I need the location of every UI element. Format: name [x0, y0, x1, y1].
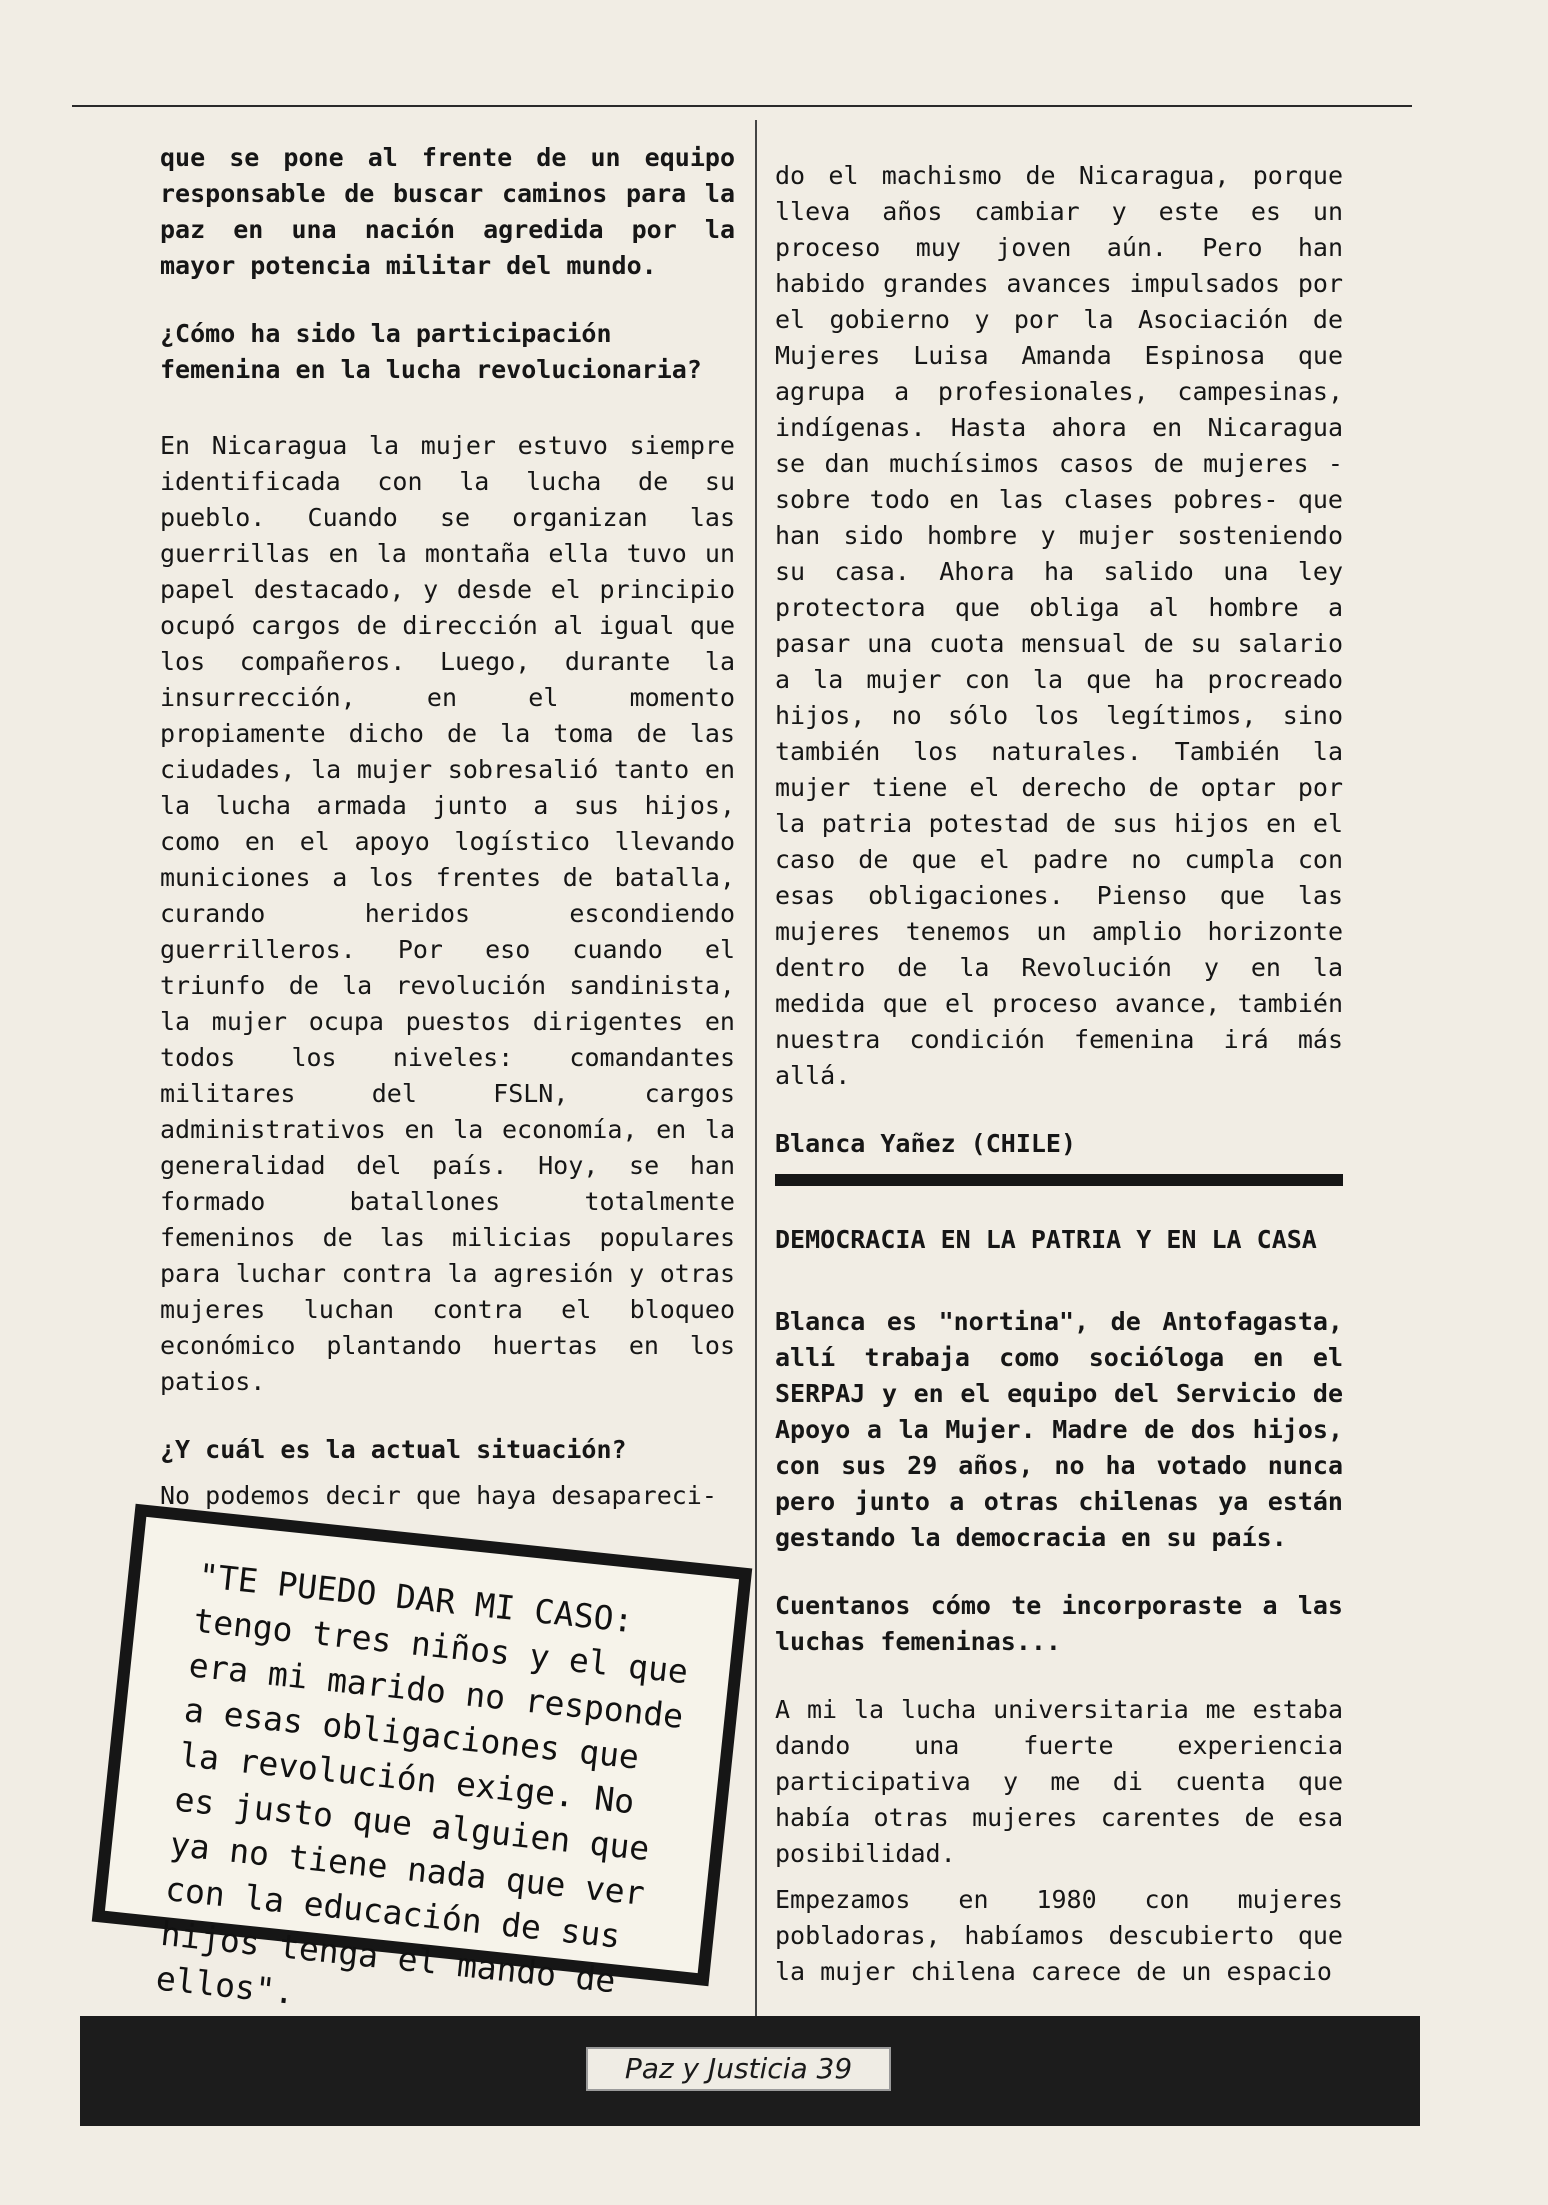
top-rule	[72, 105, 1412, 107]
question-participation: ¿Cómo ha sido la participación femenina en la lucha revolucionaria?	[160, 319, 702, 384]
column-divider	[755, 120, 757, 2020]
left-column	[160, 140, 735, 1546]
question-incorporation: Cuentanos cómo te incorporaste a las luchas femeninas...	[775, 1591, 1343, 1656]
answer-situation-continued: do el machismo de Nicaragua, porque lleva años cambiar y este es un proceso muy joven aún. Pero han habido grandes avances impulsados por el gobierno y por la Asociación de Mujeres Luisa Amanda Espinosa que agrupa a profesionales, campesinas, indígenas. Hasta ahora en Nicaragua se dan muchísimos casos de mujeres -sobre todo en las clases pobres- que han sido hombre y mujer sosteniendo su casa. Ahora ha salido una ley protectora que obliga al hombre a pasar una cuota mensual de su salario a la mujer con la que ha procreado hijos, no sólo los legítimos, sino también los naturales. También la mujer tiene el derecho de optar por la patria potestad de sus hijos en el caso de que el padre no cumpla con esas obligaciones. Pienso que las mujeres tenemos un amplio horizonte dentro de la Revolución y en la medida que el proceso avance, también nuestra condición femenina irá más allá.	[775, 161, 1343, 1090]
section-bar	[775, 1174, 1343, 1186]
answer-incorporation-1: A mi la lucha universitaria me estaba dando una fuerte experiencia participativa y me di cuenta que había otras mujeres carentes de esa posibilidad.	[775, 1695, 1343, 1868]
answer-incorporation-2: Empezamos en 1980 con mujeres pobladoras, habíamos descubierto que la mujer chilena carece de un espacio	[775, 1885, 1343, 1986]
question-situation: ¿Y cuál es la actual situación?	[160, 1435, 627, 1464]
section-title: DEMOCRACIA EN LA PATRIA Y EN LA CASA	[775, 1225, 1317, 1254]
intro-paragraph: que se pone al frente de un equipo responsable de buscar caminos para la paz en una nación agredida por la mayor potencia militar del mundo.	[160, 143, 735, 280]
interviewee-name: Blanca Yañez (CHILE)	[775, 1129, 1077, 1158]
pull-quote-text: "TE PUEDO DAR MI CASO: tengo tres niños y el que era mi marido no responde a esas obligaciones que la revolución exige. No es justo que alguien que ya no tiene nada que ver con la educación de sus hijos tenga el mando de ellos".	[154, 1555, 690, 2012]
footer-label: Paz y Justicia 39	[586, 2047, 891, 2091]
bio-paragraph: Blanca es "nortina", de Antofagasta, allí trabaja como socióloga en el SERPAJ y en el equipo del Servicio de Apoyo a la Mujer. Madre de dos hijos, con sus 29 años, no ha votado nunca pero junto a otras chilenas ya están gestando la democracia en su país.	[775, 1307, 1343, 1552]
answer-situation-start: No podemos decir que haya desapareci-	[160, 1481, 717, 1510]
pull-quote-box	[92, 1504, 753, 2012]
right-column	[775, 158, 1343, 2022]
answer-participation: En Nicaragua la mujer estuvo siempre identificada con la lucha de su pueblo. Cuando se organizan las guerrillas en la montaña ella tuvo un papel destacado, y desde el principio ocupó cargos de dirección al igual que los compañeros. Luego, durante la insurrección, en el momento propiamente dicho de la toma de las ciudades, la mujer sobresalió tanto en la lucha armada junto a sus hijos, como en el apoyo logístico llevando municiones a los frentes de batalla, curando heridos escondiendo guerrilleros. Por eso cuando el triunfo de la revolución sandinista, la mujer ocupa puestos dirigentes en todos los niveles: comandantes militares del FSLN, cargos administrativos en la economía, en la generalidad del país. Hoy, se han formado batallones totalmente femeninos de las milicias populares para luchar contra la agresión y otras mujeres luchan contra el bloqueo económico plantando huertas en los patios.	[160, 431, 735, 1396]
